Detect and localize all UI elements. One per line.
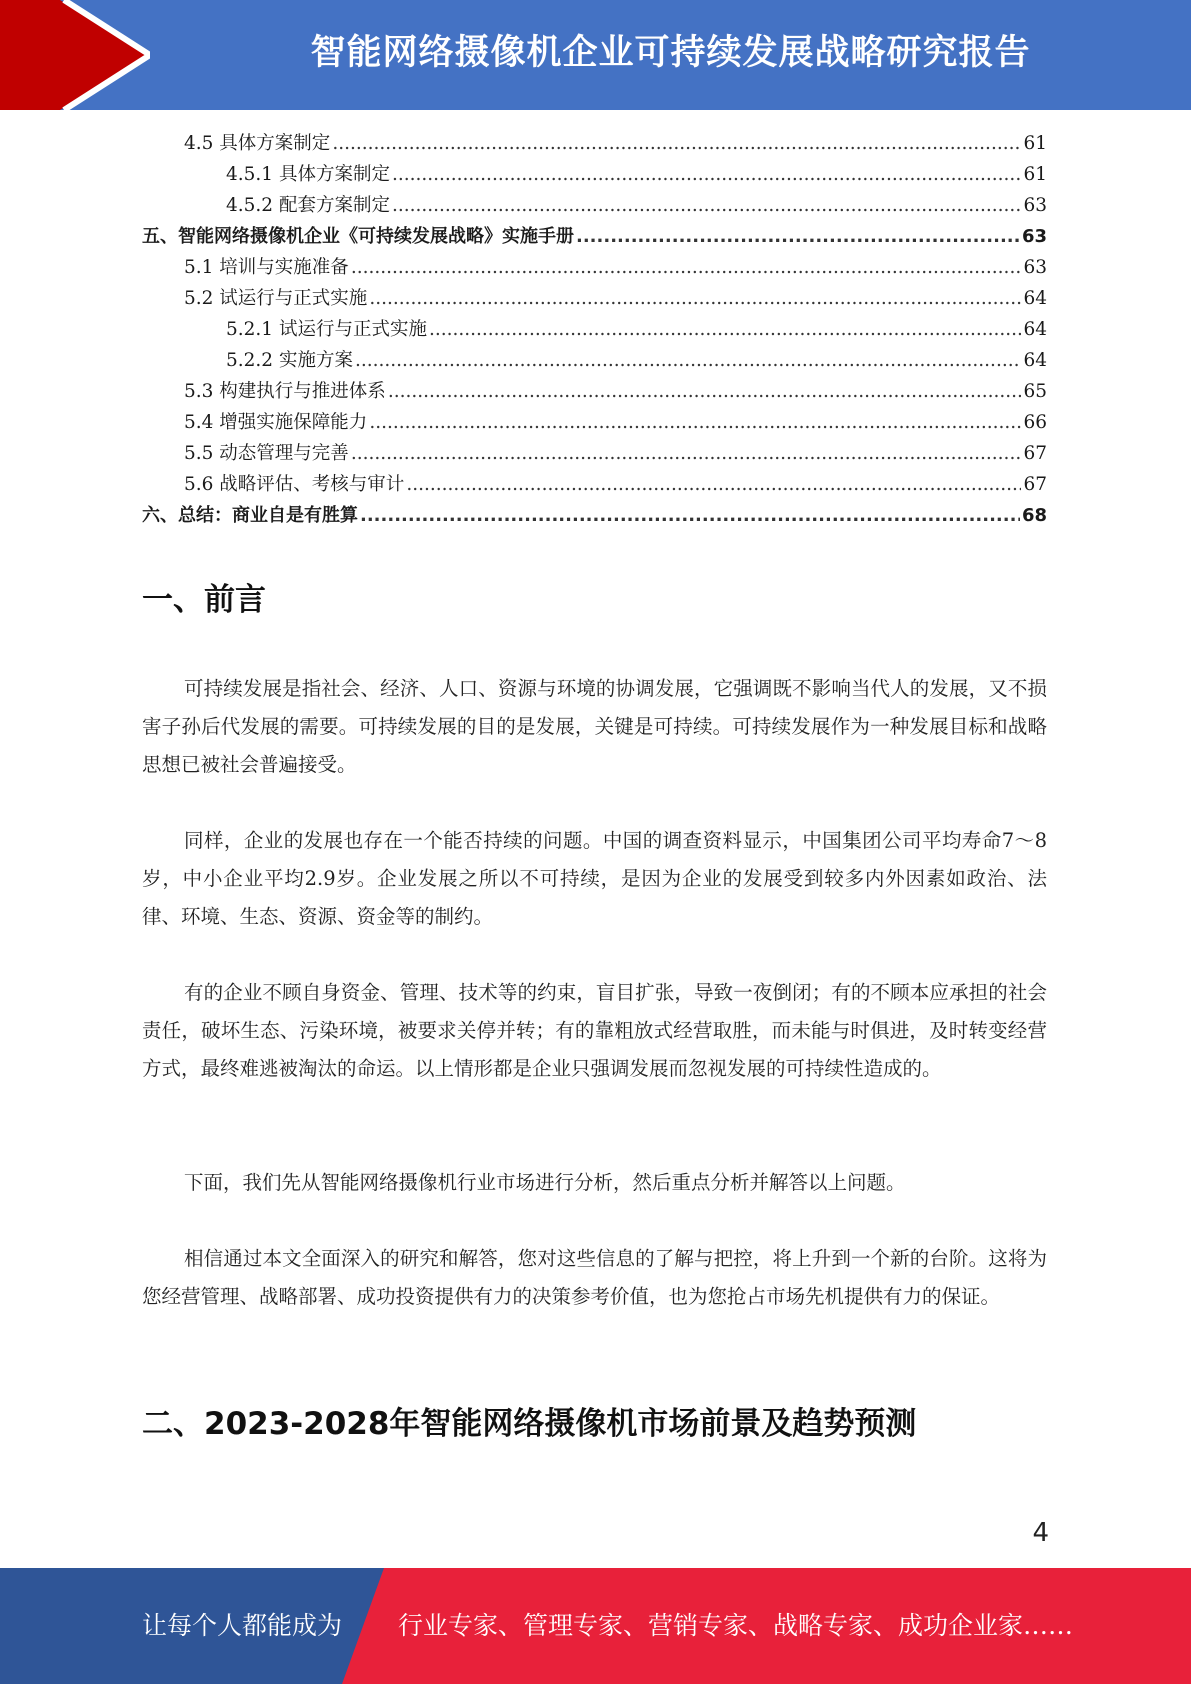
toc-entry[interactable] — [142, 160, 1047, 191]
toc-entry-page: 65 — [1023, 381, 1047, 402]
toc-entry-title: 六、总结：商业自是有胜算 — [142, 505, 358, 526]
body-paragraph: 下面，我们先从智能网络摄像机行业市场进行分析，然后重点分析并解答以上问题。 — [184, 1171, 906, 1194]
toc-entry-page: 63 — [1021, 226, 1047, 247]
toc-entry-title: 5.2.2 实施方案 — [226, 350, 353, 371]
body-paragraph: 同样，企业的发展也存在一个能否持续的问题。中国的调查资料显示，中国集团公司平均寿命7～8岁，中小企业平均2.9岁。企业发展之所以不可持续，是因为企业的发展受到较多内外因素如政治、法律、环境、生态、资源、资金等的制约。 — [142, 829, 1047, 928]
toc-entry-page: 63 — [1023, 257, 1047, 278]
toc-entry-page: 61 — [1023, 133, 1047, 154]
table-of-contents — [142, 129, 1047, 532]
toc-leader — [351, 443, 1022, 464]
toc-entry-title: 5.3 构建执行与推进体系 — [184, 381, 386, 402]
toc-entry[interactable] — [142, 253, 1047, 284]
toc-entry-title: 5.2 试运行与正式实施 — [184, 288, 368, 309]
toc-entry-title: 5.1 培训与实施准备 — [184, 257, 349, 278]
footer-slogan-left: 让每个人都能成为 — [142, 1611, 343, 1640]
toc-entry-page: 63 — [1023, 195, 1047, 216]
toc-entry-page: 68 — [1021, 505, 1047, 526]
toc-entry-page: 64 — [1023, 319, 1047, 340]
toc-entry-title: 五、智能网络摄像机企业《可持续发展战略》实施手册 — [142, 226, 574, 247]
body-paragraph: 有的企业不顾自身资金、管理、技术等的约束，盲目扩张，导致一夜倒闭；有的不顾本应承担的社会责任，破坏生态、污染环境，被要求关停并转；有的靠粗放式经营取胜，而未能与时俱进，及时转变经营方式，最终难逃被淘汰的命运。以上情形都是企业只强调发展而忽视发展的可持续性造成的。 — [142, 981, 1047, 1080]
toc-entry-title: 4.5.2 配套方案制定 — [226, 195, 390, 216]
toc-entry[interactable] — [142, 346, 1047, 377]
toc-leader — [429, 319, 1021, 340]
toc-entry-page: 66 — [1023, 412, 1047, 433]
toc-entry[interactable] — [142, 439, 1047, 470]
toc-leader — [392, 195, 1021, 216]
toc-leader — [392, 164, 1021, 185]
toc-entry-page: 64 — [1023, 288, 1047, 309]
toc-entry[interactable] — [142, 315, 1047, 346]
toc-leader — [576, 226, 1020, 247]
toc-leader — [355, 350, 1022, 371]
toc-entry[interactable] — [142, 284, 1047, 315]
section-heading: 一、前言 — [142, 582, 266, 618]
toc-entry-title: 5.4 增强实施保障能力 — [184, 412, 368, 433]
page-footer — [0, 1568, 1191, 1684]
toc-entry[interactable] — [142, 470, 1047, 501]
page-header — [0, 0, 1191, 110]
header-arrow-decoration — [0, 0, 150, 110]
toc-entry-title: 4.5.1 具体方案制定 — [226, 164, 390, 185]
toc-entry[interactable] — [142, 408, 1047, 439]
toc-leader — [369, 412, 1021, 433]
toc-entry-page: 67 — [1023, 443, 1047, 464]
page-number: 4 — [1032, 1518, 1049, 1548]
toc-leader — [360, 505, 1020, 526]
toc-entry-page: 61 — [1023, 164, 1047, 185]
toc-entry[interactable] — [142, 129, 1047, 160]
toc-leader — [351, 257, 1022, 278]
body-paragraph: 可持续发展是指社会、经济、人口、资源与环境的协调发展，它强调既不影响当代人的发展，又不损害子孙后代发展的需要。可持续发展的目的是发展，关键是可持续。可持续发展作为一种发展目标和战略思想已被社会普遍接受。 — [142, 677, 1047, 776]
footer-slogan-right: 行业专家、管理专家、营销专家、战略专家、成功企业家…… — [398, 1611, 1074, 1640]
toc-entry-title: 5.2.1 试运行与正式实施 — [226, 319, 427, 340]
toc-entry-title: 5.6 战略评估、考核与审计 — [184, 474, 405, 495]
body-paragraph: 相信通过本文全面深入的研究和解答，您对这些信息的了解与把控，将上升到一个新的台阶。这将为您经营管理、战略部署、成功投资提供有力的决策参考价值，也为您抢占市场先机提供有力的保证。 — [142, 1247, 1047, 1308]
toc-entry[interactable] — [142, 377, 1047, 408]
toc-entry-title: 5.5 动态管理与完善 — [184, 443, 349, 464]
toc-entry-page: 64 — [1023, 350, 1047, 371]
section-heading: 二、2023-2028年智能网络摄像机市场前景及趋势预测 — [142, 1406, 917, 1442]
toc-leader — [369, 288, 1021, 309]
toc-entry[interactable] — [142, 501, 1047, 532]
toc-entry[interactable] — [142, 191, 1047, 222]
toc-leader — [388, 381, 1022, 402]
toc-leader — [406, 474, 1021, 495]
toc-entry-title: 4.5 具体方案制定 — [184, 133, 331, 154]
toc-leader — [332, 133, 1021, 154]
toc-entry-page: 67 — [1023, 474, 1047, 495]
header-title: 智能网络摄像机企业可持续发展战略研究报告 — [310, 33, 1031, 73]
toc-entry[interactable] — [142, 222, 1047, 253]
